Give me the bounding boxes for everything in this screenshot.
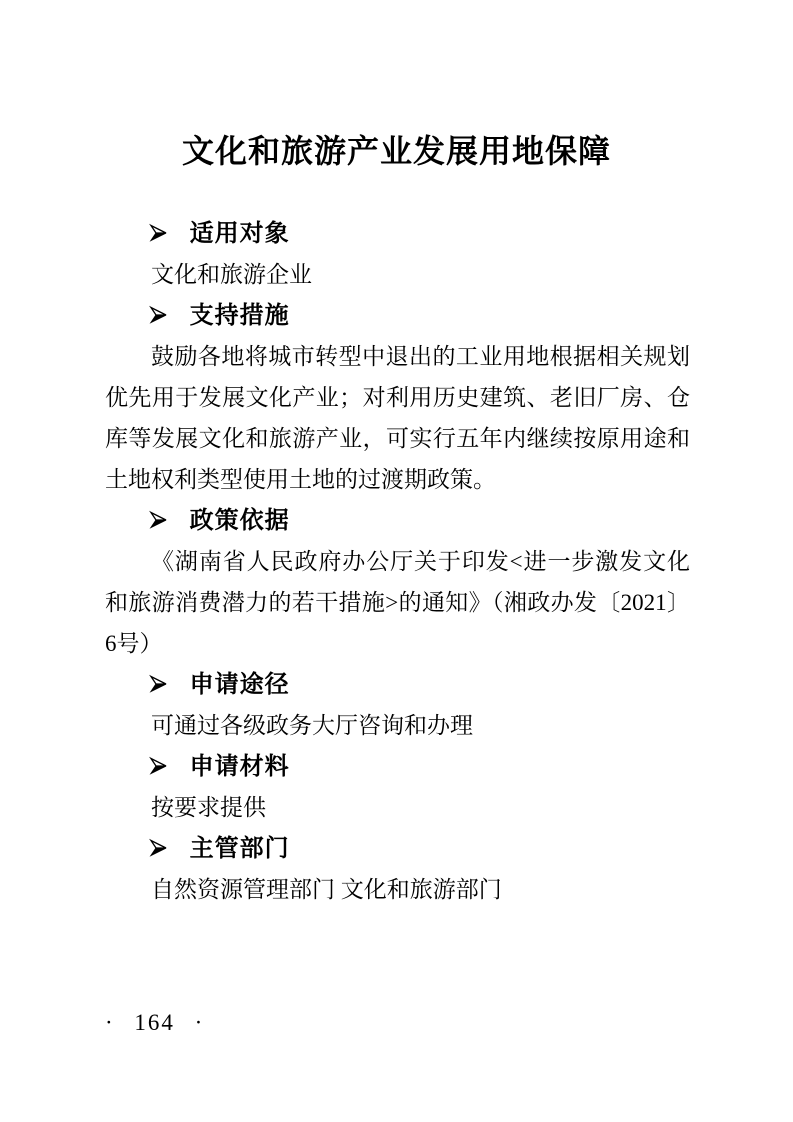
- section-heading-label: 适用对象: [189, 220, 290, 247]
- arrow-bullet-icon: [148, 223, 169, 243]
- page-title: 文化和旅游产业发展用地保障: [181, 133, 611, 169]
- body-paragraph: 鼓励各地将城市转型中退出的工业用地根据相关规划优先用于发展文化产业；对利用历史建筑、老旧厂房、仓库等发展文化和旅游产业，可实行五年内继续按原用途和土地权利类型使用土地的过渡期政策。: [105, 344, 690, 492]
- section-heading-label: 支持措施: [189, 302, 290, 329]
- body-paragraph: 按要求提供: [151, 795, 266, 820]
- section-1: [105, 295, 690, 500]
- section-2: [105, 500, 690, 664]
- section-heading-label: 申请材料: [189, 753, 290, 780]
- section-5: [105, 828, 690, 910]
- arrow-bullet-icon: [148, 756, 169, 776]
- section-heading: [105, 500, 690, 541]
- section-0: [105, 213, 690, 295]
- body-paragraph: 可通过各级政务大厅咨询和办理: [151, 713, 473, 738]
- section-heading-label: 政策依据: [189, 507, 290, 534]
- section-heading-label: 申请途径: [189, 671, 290, 698]
- section-heading: [105, 664, 690, 705]
- content: [105, 213, 690, 910]
- arrow-bullet-icon: [148, 838, 169, 858]
- section-heading: [105, 746, 690, 787]
- section-3: [105, 664, 690, 746]
- section-4: [105, 746, 690, 828]
- body-paragraph: 《湖南省人民政府办公厅关于印发<进一步激发文化和旅游消费潜力的若干措施>的通知》（湘政办发〔2021〕6号）: [105, 549, 690, 656]
- section-heading: [105, 295, 690, 336]
- page-number: · 164 ·: [105, 1010, 205, 1035]
- arrow-bullet-icon: [148, 510, 169, 530]
- body-paragraph: 文化和旅游企业: [151, 262, 312, 287]
- arrow-bullet-icon: [148, 305, 169, 325]
- section-heading: [105, 828, 690, 869]
- body-paragraph: 自然资源管理部门 文化和旅游部门: [151, 877, 502, 902]
- section-heading-label: 主管部门: [189, 835, 290, 862]
- arrow-bullet-icon: [148, 674, 169, 694]
- section-heading: [105, 213, 690, 254]
